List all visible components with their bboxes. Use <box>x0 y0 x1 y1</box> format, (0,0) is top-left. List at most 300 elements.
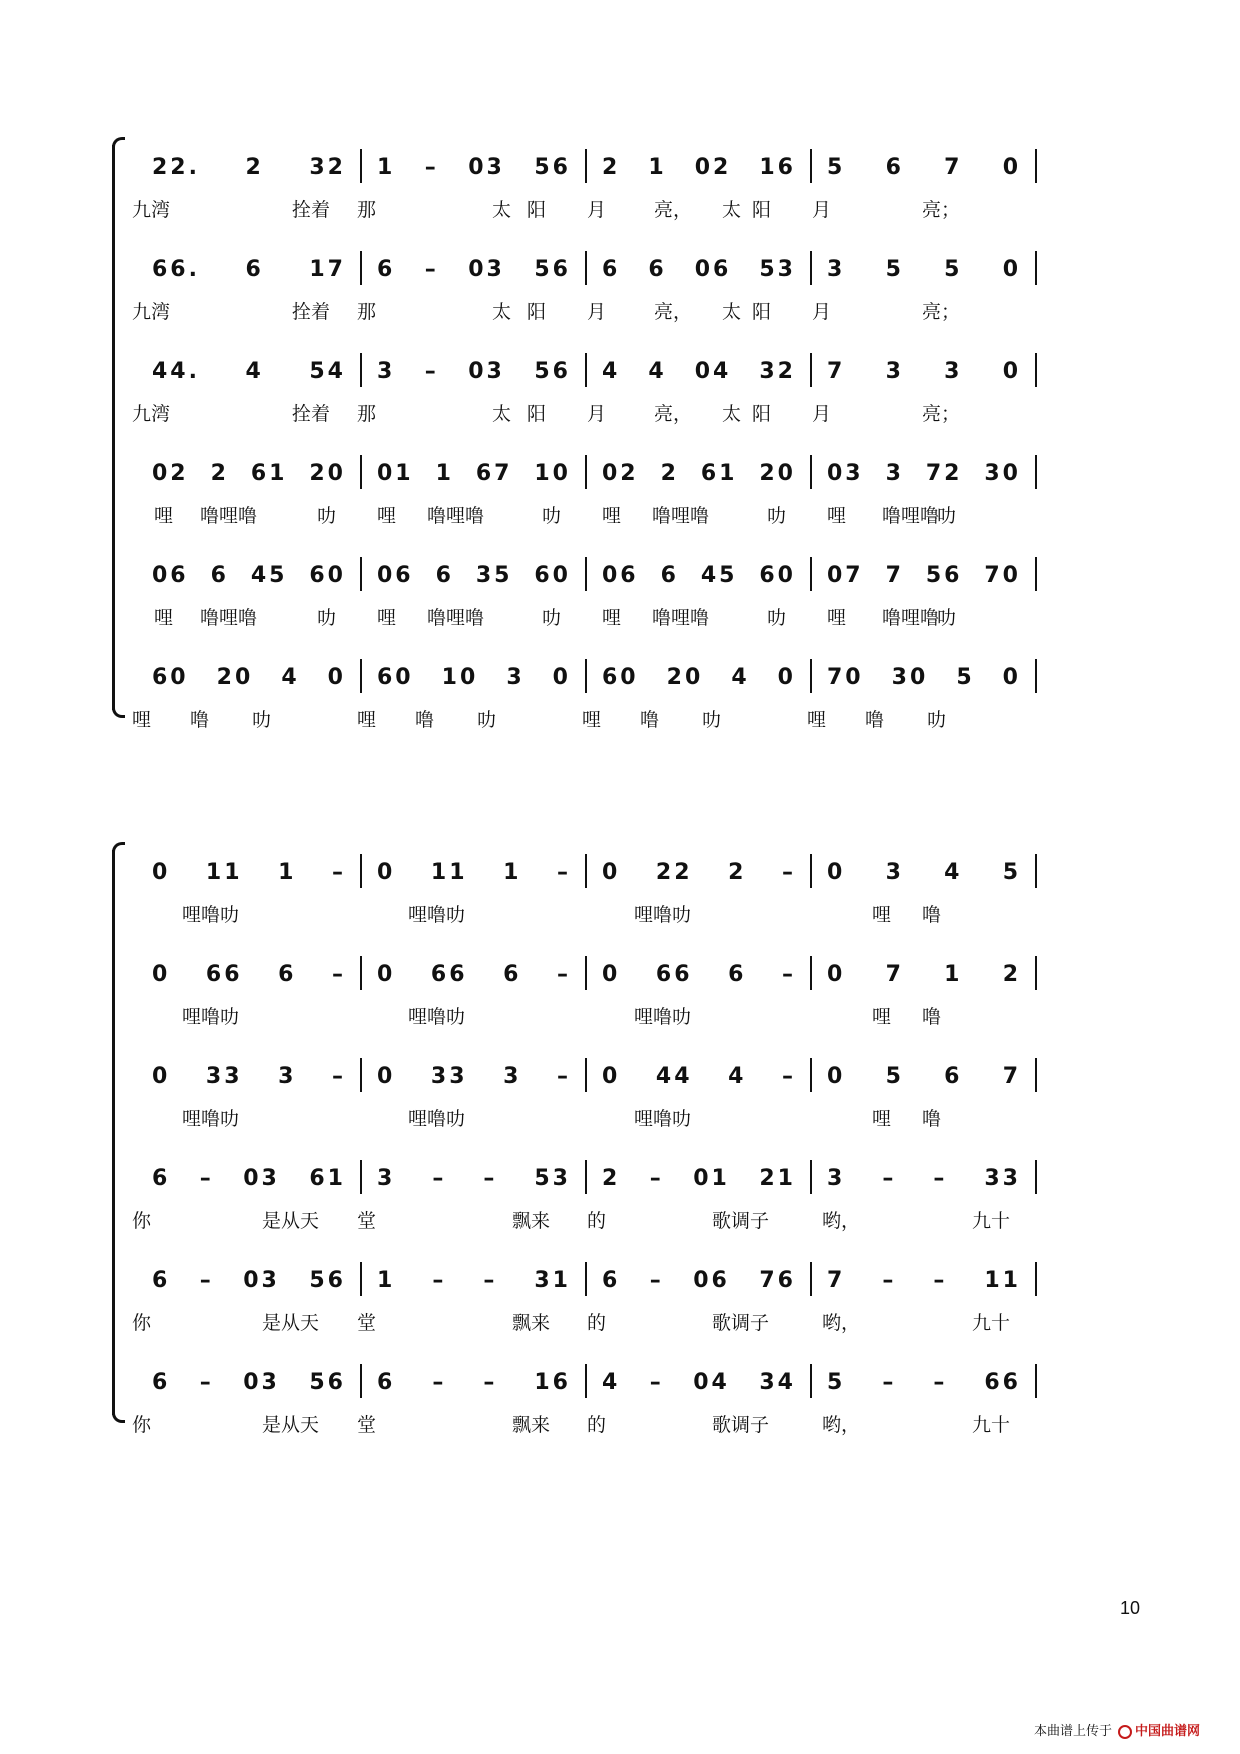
note-group: 3 <box>827 256 846 282</box>
lyric-syllable: 亮； <box>922 403 961 425</box>
lyrics-row <box>132 1410 1142 1440</box>
lyric-syllable: 太 <box>722 403 742 425</box>
note-group: 60 <box>534 562 571 588</box>
lyric-syllable: 九十 <box>972 1312 1011 1334</box>
note-group: 53 <box>759 256 796 282</box>
note-group: 02 <box>602 460 639 486</box>
note-group: 6 <box>152 1165 171 1191</box>
staff-part <box>132 952 1142 1065</box>
barline <box>1035 557 1037 591</box>
lyric-syllable: 哩噜叻 <box>634 904 692 926</box>
note-group: 3 <box>885 460 904 486</box>
lyric-syllable: 月 <box>587 301 607 323</box>
note-group: 6 <box>660 562 679 588</box>
lyric-syllable: 是从天 <box>262 1414 320 1436</box>
note-group: – <box>882 1267 897 1293</box>
barline <box>360 1364 362 1398</box>
staff-part <box>132 247 1142 360</box>
note-group: 1 <box>278 859 297 885</box>
note-group: 56 <box>534 154 571 180</box>
note-group: – <box>199 1267 214 1293</box>
barline <box>810 1058 812 1092</box>
measure <box>140 247 358 291</box>
note-group: 1 <box>377 1267 396 1293</box>
lyric-syllable: 你 <box>132 1312 152 1334</box>
measure <box>140 451 358 495</box>
note-group: 0 <box>377 859 396 885</box>
lyric-syllable: 月 <box>812 403 832 425</box>
notes-row <box>132 1360 1142 1404</box>
barline <box>810 1160 812 1194</box>
staff-part <box>132 451 1142 564</box>
lyric-syllable: 九十 <box>972 1414 1011 1436</box>
measure <box>140 349 358 393</box>
note-group: 6 <box>435 562 454 588</box>
note-group: 44. <box>152 358 200 384</box>
note-group: 2 <box>245 154 264 180</box>
note-group: 0 <box>377 1063 396 1089</box>
lyric-syllable: 噜哩噜 <box>427 607 485 629</box>
staff-part <box>132 1054 1142 1167</box>
measure <box>365 952 583 996</box>
note-group: 01 <box>377 460 414 486</box>
lyric-syllable: 叻 <box>252 709 272 731</box>
measure <box>590 1156 808 1200</box>
measure <box>815 655 1033 699</box>
note-group: – <box>933 1369 948 1395</box>
note-group: – <box>882 1369 897 1395</box>
note-group: – <box>781 961 796 987</box>
note-group: – <box>424 154 439 180</box>
note-group: 1 <box>377 154 396 180</box>
notes-row <box>132 655 1142 699</box>
note-group: 6 <box>602 1267 621 1293</box>
measure <box>815 145 1033 189</box>
note-group: 60 <box>152 664 189 690</box>
note-group: 0 <box>602 961 621 987</box>
note-group: 1 <box>944 961 963 987</box>
lyrics-row <box>132 195 1142 225</box>
note-group: 0 <box>1002 664 1021 690</box>
notes-row <box>132 145 1142 189</box>
lyric-syllable: 太 <box>492 403 512 425</box>
note-group: 4 <box>602 1369 621 1395</box>
note-group: 22 <box>655 859 693 885</box>
lyric-syllable: 飘来 <box>512 1414 551 1436</box>
note-group: 6 <box>210 562 229 588</box>
note-group: 03 <box>468 358 505 384</box>
note-group: 07 <box>827 562 864 588</box>
lyric-syllable: 哟， <box>822 1312 861 1334</box>
notes-row <box>132 247 1142 291</box>
lyric-syllable: 飘来 <box>512 1312 551 1334</box>
note-group: 53 <box>534 1165 571 1191</box>
lyric-syllable: 的 <box>587 1312 607 1334</box>
barline <box>360 956 362 990</box>
barline <box>1035 353 1037 387</box>
note-group: 33 <box>205 1063 243 1089</box>
note-group: 2 <box>602 154 621 180</box>
measure <box>365 1156 583 1200</box>
barline <box>360 455 362 489</box>
note-group: – <box>781 859 796 885</box>
note-group: 0 <box>152 1063 171 1089</box>
note-group: 7 <box>827 1267 846 1293</box>
note-group: 03 <box>468 154 505 180</box>
note-group: 04 <box>693 1369 730 1395</box>
lyric-syllable: 九湾 <box>132 403 171 425</box>
lyric-syllable: 月 <box>812 301 832 323</box>
lyrics-row <box>132 900 1142 930</box>
note-group: 02 <box>694 154 732 180</box>
lyric-syllable: 哟， <box>822 1210 861 1232</box>
lyric-syllable: 噜哩噜 <box>200 607 258 629</box>
note-group: 6 <box>944 1063 963 1089</box>
note-group: 11 <box>430 859 468 885</box>
note-group: – <box>331 1063 346 1089</box>
lyric-syllable: 的 <box>587 1210 607 1232</box>
lyric-syllable: 哩噜叻 <box>182 904 240 926</box>
note-group: 5 <box>944 256 963 282</box>
measure <box>140 952 358 996</box>
lyric-syllable: 哩 <box>154 505 174 527</box>
note-group: 60 <box>602 664 639 690</box>
lyric-syllable: 叻 <box>317 505 337 527</box>
lyric-syllable: 哩 <box>377 607 397 629</box>
lyric-syllable: 哩噜叻 <box>408 1006 466 1028</box>
note-group: 54 <box>309 358 346 384</box>
note-group: 33 <box>430 1063 468 1089</box>
measure <box>815 349 1033 393</box>
lyric-syllable: 那 <box>357 199 377 221</box>
notes-row <box>132 451 1142 495</box>
barline <box>810 149 812 183</box>
measure <box>365 451 583 495</box>
note-group: 0 <box>1002 154 1021 180</box>
lyric-syllable: 噜哩噜 <box>882 505 940 527</box>
note-group: 2 <box>1002 961 1021 987</box>
note-group: 60 <box>377 664 414 690</box>
note-group: 0 <box>552 664 571 690</box>
note-group: 66 <box>655 961 693 987</box>
lyric-syllable: 你 <box>132 1414 152 1436</box>
barline <box>585 659 587 693</box>
barline <box>585 455 587 489</box>
note-group: 0 <box>377 961 396 987</box>
note-group: 7 <box>885 562 904 588</box>
lyric-syllable: 哩 <box>154 607 174 629</box>
lyric-syllable: 哩噜叻 <box>182 1006 240 1028</box>
note-group: 32 <box>759 358 796 384</box>
note-group: 3 <box>885 859 904 885</box>
note-group: 20 <box>759 460 796 486</box>
barline <box>585 1262 587 1296</box>
note-group: – <box>424 256 439 282</box>
lyrics-row <box>132 603 1142 633</box>
measure <box>815 1258 1033 1302</box>
barline <box>810 659 812 693</box>
measure <box>590 850 808 894</box>
note-group: – <box>556 859 571 885</box>
measure <box>815 553 1033 597</box>
note-group: 0 <box>827 961 846 987</box>
measure <box>140 1156 358 1200</box>
measure <box>140 145 358 189</box>
lyric-syllable: 亮； <box>922 199 961 221</box>
barline <box>585 1058 587 1092</box>
lyric-syllable: 哩 <box>357 709 377 731</box>
lyric-syllable: 月 <box>587 403 607 425</box>
note-group: 0 <box>1002 256 1021 282</box>
lyric-syllable: 堂 <box>357 1210 377 1232</box>
note-group: 34 <box>759 1369 796 1395</box>
lyric-syllable: 拴着 <box>292 403 331 425</box>
lyric-syllable: 月 <box>812 199 832 221</box>
barline <box>1035 1160 1037 1194</box>
barline <box>1035 1058 1037 1092</box>
lyric-syllable: 阳 <box>752 403 772 425</box>
note-group: 16 <box>534 1369 571 1395</box>
lyric-syllable: 歌调子 <box>712 1210 770 1232</box>
measure <box>365 1054 583 1098</box>
lyric-syllable: 是从天 <box>262 1312 320 1334</box>
note-group: 03 <box>243 1267 280 1293</box>
note-group: 6 <box>377 1369 396 1395</box>
barline <box>810 1364 812 1398</box>
staff-part <box>132 1156 1142 1269</box>
lyric-syllable: 噜 <box>415 709 435 731</box>
lyric-syllable: 叻 <box>927 709 947 731</box>
lyric-syllable: 噜 <box>922 904 942 926</box>
note-group: 06 <box>152 562 189 588</box>
note-group: 22. <box>152 154 200 180</box>
note-group: 67 <box>475 460 513 486</box>
note-group: 6 <box>152 1369 171 1395</box>
lyric-syllable: 拴着 <box>292 301 331 323</box>
note-group: 3 <box>278 1063 297 1089</box>
note-group: 2 <box>728 859 747 885</box>
note-group: 56 <box>309 1267 346 1293</box>
barline <box>360 1160 362 1194</box>
lyric-syllable: 九湾 <box>132 199 171 221</box>
logo-icon <box>1118 1725 1132 1739</box>
barline <box>360 659 362 693</box>
note-group: 44 <box>655 1063 693 1089</box>
lyrics-row <box>132 1002 1142 1032</box>
barline <box>585 956 587 990</box>
note-group: 0 <box>1002 358 1021 384</box>
note-group: 03 <box>468 256 505 282</box>
measure <box>365 655 583 699</box>
note-group: – <box>331 961 346 987</box>
lyric-syllable: 哩 <box>827 607 847 629</box>
barline <box>585 149 587 183</box>
lyric-syllable: 叻 <box>317 607 337 629</box>
note-group: 0 <box>327 664 346 690</box>
notes-row <box>132 1156 1142 1200</box>
staff-part <box>132 553 1142 666</box>
notes-row <box>132 850 1142 894</box>
measure <box>815 1054 1033 1098</box>
lyric-syllable: 阳 <box>527 403 547 425</box>
lyric-syllable: 噜 <box>640 709 660 731</box>
lyric-syllable: 太 <box>722 199 742 221</box>
lyric-syllable: 歌调子 <box>712 1414 770 1436</box>
lyric-syllable: 太 <box>722 301 742 323</box>
staff-part <box>132 145 1142 258</box>
note-group: 21 <box>759 1165 796 1191</box>
lyric-syllable: 噜 <box>922 1006 942 1028</box>
note-group: 35 <box>475 562 513 588</box>
note-group: 0 <box>777 664 796 690</box>
barline <box>1035 1364 1037 1398</box>
measure <box>590 1258 808 1302</box>
note-group: 1 <box>648 154 667 180</box>
barline <box>1035 854 1037 888</box>
barline <box>1035 956 1037 990</box>
note-group: – <box>483 1369 498 1395</box>
note-group: 5 <box>827 154 846 180</box>
note-group: 6 <box>278 961 297 987</box>
note-group: – <box>483 1165 498 1191</box>
lyrics-row <box>132 501 1142 531</box>
lyrics-row <box>132 297 1142 327</box>
measure <box>140 553 358 597</box>
notes-row <box>132 349 1142 393</box>
lyric-syllable: 阳 <box>752 301 772 323</box>
barline <box>1035 1262 1037 1296</box>
barline <box>360 1058 362 1092</box>
measure <box>590 247 808 291</box>
barline <box>1035 659 1037 693</box>
note-group: 20 <box>666 664 704 690</box>
barline <box>810 251 812 285</box>
measure <box>590 1054 808 1098</box>
measure <box>815 1360 1033 1404</box>
lyric-syllable: 哩 <box>827 505 847 527</box>
note-group: 6 <box>503 961 522 987</box>
lyric-syllable: 飘来 <box>512 1210 551 1232</box>
note-group: 06 <box>694 256 732 282</box>
barline <box>810 557 812 591</box>
score-system-1 <box>112 145 1142 745</box>
note-group: 6 <box>152 1267 171 1293</box>
lyric-syllable: 太 <box>492 301 512 323</box>
lyric-syllable: 亮； <box>922 301 961 323</box>
lyric-syllable: 九十 <box>972 1210 1011 1232</box>
note-group: – <box>781 1063 796 1089</box>
lyric-syllable: 哩 <box>807 709 827 731</box>
note-group: 4 <box>944 859 963 885</box>
note-group: 2 <box>660 460 679 486</box>
note-group: 60 <box>309 562 346 588</box>
lyric-syllable: 的 <box>587 1414 607 1436</box>
measure <box>365 349 583 393</box>
measure <box>140 655 358 699</box>
lyric-syllable: 哩 <box>602 505 622 527</box>
lyric-syllable: 叻 <box>477 709 497 731</box>
note-group: – <box>649 1369 664 1395</box>
note-group: 04 <box>694 358 732 384</box>
lyric-syllable: 哩 <box>872 1108 892 1130</box>
lyric-syllable: 你 <box>132 1210 152 1232</box>
measure <box>590 145 808 189</box>
note-group: 76 <box>759 1267 796 1293</box>
lyric-syllable: 亮， <box>654 403 693 425</box>
lyric-syllable: 月 <box>587 199 607 221</box>
note-group: 30 <box>984 460 1021 486</box>
note-group: 66 <box>205 961 243 987</box>
measure <box>590 1360 808 1404</box>
note-group: – <box>199 1165 214 1191</box>
lyric-syllable: 叻 <box>542 607 562 629</box>
note-group: 3 <box>377 358 396 384</box>
note-group: 4 <box>731 664 750 690</box>
note-group: 06 <box>377 562 414 588</box>
note-group: – <box>331 859 346 885</box>
note-group: 3 <box>503 1063 522 1089</box>
measure <box>140 1258 358 1302</box>
lyric-syllable: 噜 <box>190 709 210 731</box>
note-group: 4 <box>281 664 300 690</box>
lyric-syllable: 噜哩噜 <box>200 505 258 527</box>
barline <box>585 854 587 888</box>
lyric-syllable: 拴着 <box>292 199 331 221</box>
measure <box>365 145 583 189</box>
barline <box>810 956 812 990</box>
note-group: – <box>424 358 439 384</box>
measure <box>365 1258 583 1302</box>
note-group: 03 <box>243 1165 280 1191</box>
note-group: 0 <box>827 859 846 885</box>
lyric-syllable: 那 <box>357 403 377 425</box>
measure <box>590 553 808 597</box>
note-group: 3 <box>377 1165 396 1191</box>
note-group: 56 <box>309 1369 346 1395</box>
barline <box>1035 251 1037 285</box>
barline <box>585 353 587 387</box>
barline <box>360 1262 362 1296</box>
lyric-syllable: 阳 <box>527 199 547 221</box>
lyric-syllable: 哩噜叻 <box>182 1108 240 1130</box>
note-group: 3 <box>827 1165 846 1191</box>
lyric-syllable: 歌调子 <box>712 1312 770 1334</box>
lyric-syllable: 哩噜叻 <box>408 1108 466 1130</box>
note-group: 0 <box>602 859 621 885</box>
staff-part <box>132 850 1142 963</box>
lyric-syllable: 哩噜叻 <box>634 1108 692 1130</box>
note-group: 4 <box>648 358 667 384</box>
note-group: 20 <box>216 664 254 690</box>
note-group: – <box>432 1267 447 1293</box>
note-group: 02 <box>152 460 189 486</box>
lyric-syllable: 哟， <box>822 1414 861 1436</box>
note-group: 1 <box>503 859 522 885</box>
measure <box>140 1054 358 1098</box>
note-group: 56 <box>534 256 571 282</box>
lyrics-row <box>132 399 1142 429</box>
note-group: 4 <box>602 358 621 384</box>
note-group: 66. <box>152 256 200 282</box>
lyric-syllable: 亮， <box>654 301 693 323</box>
measure <box>815 850 1033 894</box>
barline <box>1035 455 1037 489</box>
note-group: 5 <box>885 256 904 282</box>
note-group: – <box>882 1165 897 1191</box>
lyric-syllable: 叻 <box>767 607 787 629</box>
lyrics-row <box>132 1206 1142 1236</box>
note-group: 10 <box>534 460 571 486</box>
